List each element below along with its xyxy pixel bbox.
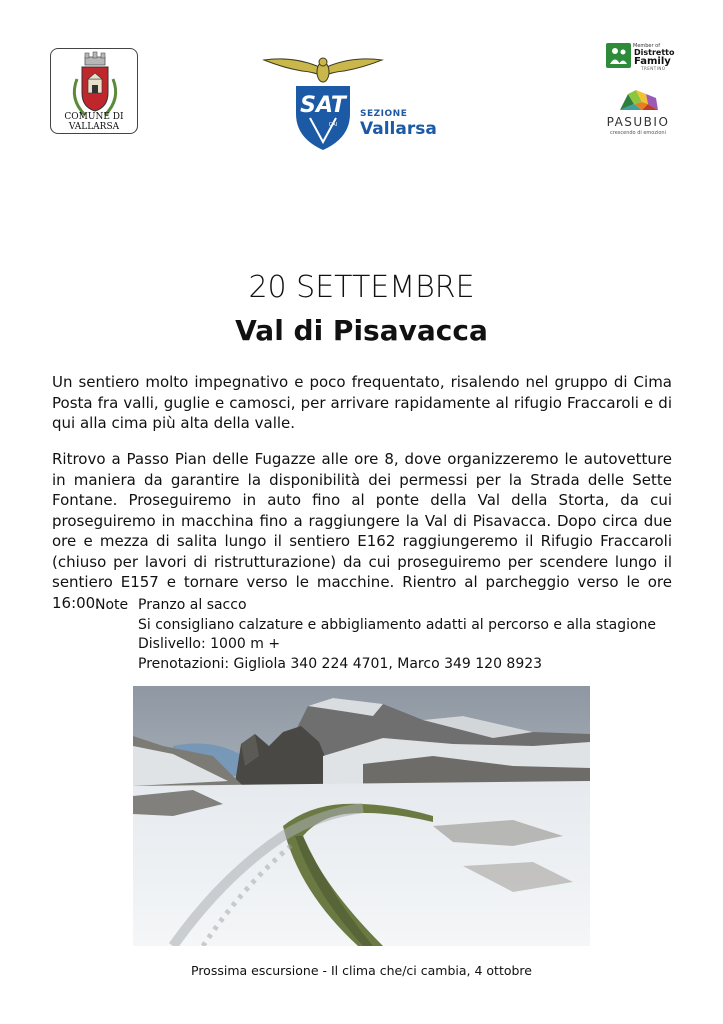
next-excursion: Prossima escursione - Il clima che/ci cambia, 4 ottobre — [191, 963, 532, 978]
pasubio-name: PASUBIO — [606, 115, 670, 129]
event-intro: Un sentiero molto impegnativo e poco frequentato, risalendo nel gruppo di Cima Posta fra valli, guglie e camosci, per arrivare rapidamente al rifugio Fraccaroli e di qui alla cima più alta della valle. — [52, 373, 672, 432]
sat-cai: CAI — [328, 122, 338, 128]
note-item: Prenotazioni: Gigliola 340 224 4701, Marco 349 120 8923 — [138, 655, 543, 672]
mountain-peaks-icon — [620, 90, 658, 110]
sat-section-label: SEZIONE — [360, 109, 408, 119]
note-item: Dislivello: 1000 m + — [138, 636, 281, 652]
note-item: Pranzo al sacco — [138, 597, 247, 613]
family-trentino-text: TRENTINO — [641, 66, 666, 71]
event-date: 20 SETTEMBRE — [248, 270, 475, 305]
family-member-text: Member of — [633, 43, 660, 49]
comune-vallarsa-logo — [50, 48, 138, 134]
sat-acronym: SAT — [300, 93, 346, 118]
family-distretto-text: Distretto — [634, 48, 675, 57]
snowy-mountain-photo — [133, 686, 590, 946]
note-item: Si consigliano calzature e abbigliamento adatti al percorso e alla stagione — [138, 616, 657, 633]
sat-section-name: Vallarsa — [360, 119, 437, 139]
event-description: Ritrovo a Passo Pian delle Fugazze alle ore 8, dove organizzeremo le autovetture in maniera da garantire la disponibilità dei permessi per la Strada delle Sette Fontane. Proseguiremo in auto fino al ponte della Val della Storta, da cui proseguiremo in macchina fino a raggiungere la Val di Pisavacca. Dopo circa due ore e mezza di salita lungo il sentiero E162 raggiungeremo il Rifugio Fraccaroli (chiuso per lavori di ristrutturazione) da cui proseguiremo per scendere lungo il sentiero E157 e tornare verso le macchine. Rientro al parcheggio verso le ore 16:00. — [52, 450, 672, 612]
notes-label: Note — [95, 597, 129, 613]
pasubio-tagline: crescendo di emozioni — [610, 130, 666, 136]
family-family-text: Family — [634, 56, 671, 67]
notes-list — [138, 596, 656, 674]
comune-line1: COMUNE DI — [64, 112, 124, 122]
comune-line2: VALLARSA — [68, 122, 120, 132]
event-title: Val di Pisavacca — [235, 314, 488, 347]
